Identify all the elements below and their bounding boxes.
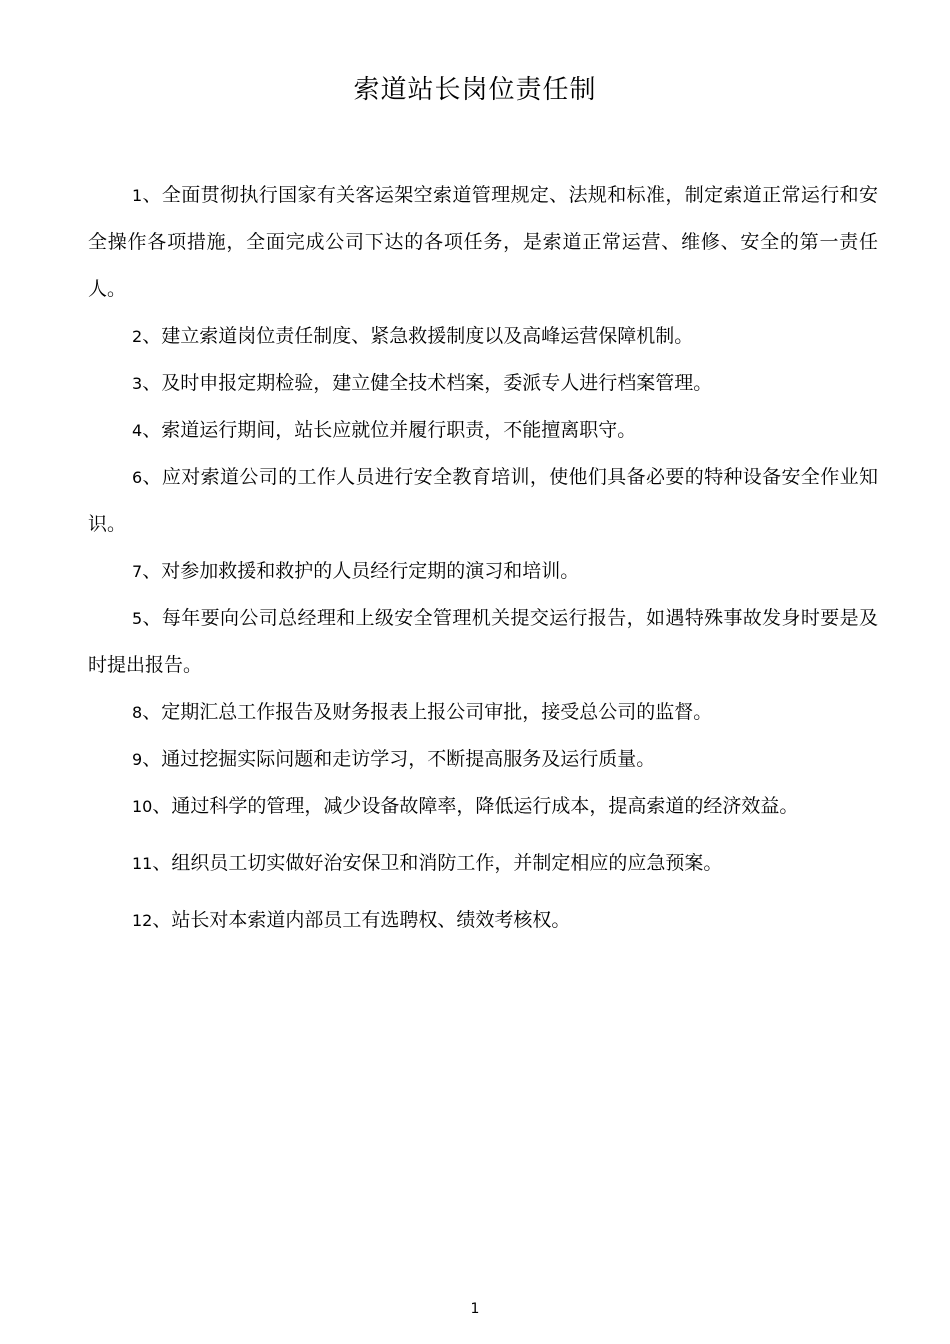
item-text: 定期汇总工作报告及财务报表上报公司审批，接受总公司的监督。 [161,701,713,723]
list-item [88,736,878,783]
item-separator: 、 [152,795,172,817]
item-text: 通过挖掘实际问题和走访学习，不断提高服务及运行质量。 [161,748,656,770]
item-number: 10 [132,797,153,816]
item-number: 6 [132,468,143,487]
item-separator: 、 [152,852,172,874]
page-number: 1 [470,1301,480,1317]
document-title: 索道站长岗位责任制 [353,75,597,105]
item-separator: 、 [142,701,162,723]
list-item [88,840,878,887]
list-item [88,454,878,548]
item-separator: 、 [142,184,162,206]
item-text: 组织员工切实做好治安保卫和消防工作，并制定相应的应急预案。 [171,852,723,874]
item-number: 12 [132,911,153,930]
item-number: 5 [132,609,143,628]
item-number: 7 [132,562,143,581]
item-separator: 、 [142,325,162,347]
item-number: 4 [132,421,143,440]
list-item [88,313,878,360]
item-text: 应对索道公司的工作人员进行安全教育培训，使他们具备必要的特种设备安全作业知识。 [88,466,878,535]
list-item [88,897,878,944]
item-separator: 、 [152,909,172,931]
list-item [88,689,878,736]
item-text: 全面贯彻执行国家有关客运架空索道管理规定、法规和标准，制定索道正常运行和安全操作各项措施，全面完成公司下达的各项任务，是索道正常运营、维修、安全的第一责任人。 [88,184,878,300]
item-separator: 、 [142,560,162,582]
item-number: 2 [132,327,143,346]
item-separator: 、 [142,748,162,770]
item-number: 1 [132,186,143,205]
item-text: 索道运行期间，站长应就位并履行职责，不能擅离职守。 [161,419,637,441]
document-body [88,172,878,944]
list-item [88,407,878,454]
item-number: 11 [132,854,153,873]
item-separator: 、 [142,372,162,394]
item-number: 9 [132,750,143,769]
item-separator: 、 [142,419,162,441]
item-text: 通过科学的管理，减少设备故障率，降低运行成本，提高索道的经济效益。 [171,795,799,817]
item-text: 对参加救援和救护的人员经行定期的演习和培训。 [161,560,580,582]
list-item [88,360,878,407]
list-item [88,783,878,830]
item-number: 3 [132,374,143,393]
list-item [88,548,878,595]
item-separator: 、 [142,466,162,488]
item-text: 每年要向公司总经理和上级安全管理机关提交运行报告，如遇特殊事故发身时要是及时提出报告。 [88,607,878,676]
item-separator: 、 [142,607,162,629]
item-text: 建立索道岗位责任制度、紧急救援制度以及高峰运营保障机制。 [161,325,694,347]
item-text: 及时申报定期检验，建立健全技术档案，委派专人进行档案管理。 [161,372,713,394]
item-number: 8 [132,703,143,722]
list-item [88,172,878,313]
item-text: 站长对本索道内部员工有选聘权、绩效考核权。 [171,909,571,931]
list-item [88,595,878,689]
